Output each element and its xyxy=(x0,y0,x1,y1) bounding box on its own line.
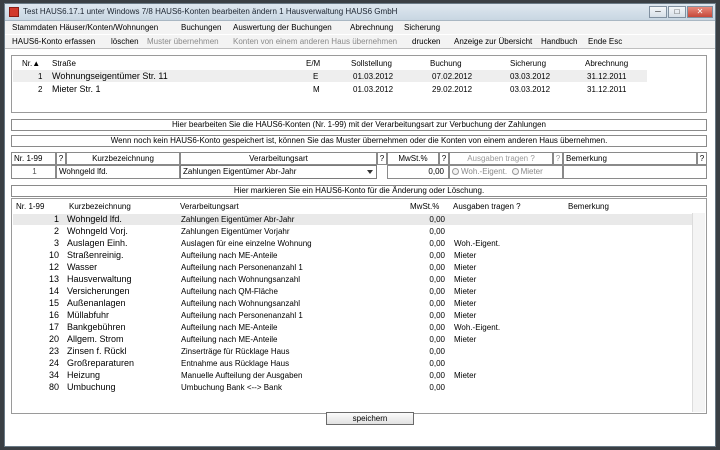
menu-konto-erfassen[interactable]: HAUS6-Konto erfassen xyxy=(12,37,96,46)
house-buchung: 29.02.2012 xyxy=(432,85,473,94)
info-banner-edit: Hier bearbeiten Sie die HAUS6-Konten (Nr. 1-99) mit der Verarbeitungsart zur Verbuchung der Zahlungen xyxy=(11,119,707,131)
house-nr: 2 xyxy=(38,85,43,94)
acc-col-kurz[interactable]: Kurzbezeichnung xyxy=(69,202,131,211)
account-kurz: Heizung xyxy=(67,370,101,380)
account-mwst: 0,00 xyxy=(429,227,445,236)
help-ausgaben: ? xyxy=(553,152,563,165)
house-sicherung: 03.03.2012 xyxy=(510,85,551,94)
account-mwst: 0,00 xyxy=(429,215,445,224)
account-nr: 13 xyxy=(48,274,59,284)
account-kurz: Versicherungen xyxy=(67,286,130,296)
table-row[interactable] xyxy=(13,346,693,357)
account-kurz: Außenanlagen xyxy=(67,298,126,308)
account-verarb: Zinserträge für Rücklage Haus xyxy=(181,347,290,356)
account-kurz: Wohngeld Vorj. xyxy=(67,226,128,236)
edit-header-nr: Nr. 1-99 xyxy=(11,152,56,165)
account-kurz: Hausverwaltung xyxy=(67,274,132,284)
mwst-field[interactable]: 0,00 xyxy=(387,165,449,179)
account-mwst: 0,00 xyxy=(429,239,445,248)
account-nr: 14 xyxy=(48,286,59,296)
window-title: Test HAUS6.17.1 unter Windows 7/8 HAUS6-Konten bearbeiten ändern 1 Hausverwaltung HAUS6 GmbH xyxy=(23,7,398,16)
help-nr[interactable]: ? xyxy=(56,152,66,165)
radio-mieter-label: Mieter xyxy=(520,167,543,176)
account-nr: 34 xyxy=(48,370,59,380)
houses-table xyxy=(11,55,707,113)
help-bemerkung[interactable]: ? xyxy=(697,152,707,165)
account-mwst: 0,00 xyxy=(429,263,445,272)
house-em: M xyxy=(313,85,320,94)
edit-header-mwst: MwSt.% xyxy=(387,152,439,165)
account-ausgaben: Mieter xyxy=(454,251,477,260)
account-verarb: Manuelle Aufteilung der Ausgaben xyxy=(181,371,303,380)
minimize-button[interactable]: ─ xyxy=(649,6,667,18)
table-row[interactable] xyxy=(13,286,693,297)
col-abrechnung[interactable]: Abrechnung xyxy=(585,59,629,68)
account-mwst: 0,00 xyxy=(429,371,445,380)
table-row[interactable] xyxy=(13,238,693,249)
house-soll: 01.03.2012 xyxy=(353,72,394,81)
account-ausgaben: Woh.-Eigent. xyxy=(454,239,501,248)
account-ausgaben: Mieter xyxy=(454,287,477,296)
account-mwst: 0,00 xyxy=(429,383,445,392)
acc-col-mwst[interactable]: MwSt.% xyxy=(410,202,440,211)
menu-muster-uebernehmen: Muster übernehmen xyxy=(147,37,219,46)
account-nr: 2 xyxy=(53,226,59,236)
edit-header-bemerkung: Bemerkung xyxy=(563,152,697,165)
acc-col-bemerkung[interactable]: Bemerkung xyxy=(568,202,609,211)
help-mwst[interactable]: ? xyxy=(439,152,449,165)
account-mwst: 0,00 xyxy=(429,323,445,332)
account-kurz: Allgem. Strom xyxy=(67,334,124,344)
account-mwst: 0,00 xyxy=(429,299,445,308)
account-verarb: Aufteilung nach QM-Fläche xyxy=(181,287,278,296)
table-row[interactable] xyxy=(13,214,693,225)
radio-woh-eigent-label: Woh.-Eigent. xyxy=(461,167,508,176)
bemerkung-field[interactable] xyxy=(563,165,707,179)
house-nr: 1 xyxy=(38,72,43,81)
acc-col-nr[interactable]: Nr. 1-99 xyxy=(16,202,45,211)
col-strasse[interactable]: Straße xyxy=(52,59,77,68)
account-nr: 1 xyxy=(53,214,59,224)
main-window xyxy=(4,3,716,447)
account-nr: 20 xyxy=(48,334,59,344)
house-abrechnung: 31.12.2011 xyxy=(587,72,627,81)
edit-row xyxy=(11,152,707,182)
house-sicherung: 03.03.2012 xyxy=(510,72,551,81)
account-kurz: Wohngeld lfd. xyxy=(67,214,122,224)
edit-header-kurz: Kurzbezeichnung xyxy=(66,152,180,165)
account-nr: 17 xyxy=(48,322,59,332)
verarbeitungsart-select[interactable] xyxy=(180,165,377,179)
account-ausgaben: Mieter xyxy=(454,263,477,272)
account-verarb: Aufteilung nach Wohnungsanzahl xyxy=(181,275,301,284)
account-mwst: 0,00 xyxy=(429,311,445,320)
acc-col-ausgaben[interactable]: Ausgaben tragen ? xyxy=(453,202,521,211)
account-kurz: Zinsen f. Rückl xyxy=(67,346,127,356)
table-row[interactable] xyxy=(13,262,693,273)
save-button[interactable]: speichern xyxy=(326,412,414,425)
help-verarb[interactable]: ? xyxy=(377,152,387,165)
verarbeitungsart-value: Zahlungen Eigentümer Abr-Jahr xyxy=(183,167,297,176)
table-row[interactable] xyxy=(13,298,693,309)
menu-konten-uebernehmen: Konten von einem anderen Haus übernehmen xyxy=(233,37,398,46)
menu-stammdaten[interactable]: Stammdaten Häuser/Konten/Wohnungen xyxy=(12,23,159,32)
radio-mieter-icon xyxy=(512,168,519,175)
col-sollstellung[interactable]: Sollstellung xyxy=(351,59,392,68)
account-verarb: Aufteilung nach Wohnungsanzahl xyxy=(181,299,301,308)
account-mwst: 0,00 xyxy=(429,335,445,344)
radio-woh-eigent-icon xyxy=(452,168,459,175)
house-buchung: 07.02.2012 xyxy=(432,72,473,81)
account-verarb: Auslagen für eine einzelne Wohnung xyxy=(181,239,312,248)
kurzbezeichnung-field[interactable]: Wohngeld lfd. xyxy=(56,165,180,179)
menu-ende[interactable]: Ende Esc xyxy=(588,37,623,46)
account-nr: 80 xyxy=(48,382,59,392)
account-ausgaben: Mieter xyxy=(454,371,477,380)
house-street: Mieter Str. 1 xyxy=(52,84,101,94)
col-buchung[interactable]: Buchung xyxy=(430,59,462,68)
table-row[interactable] xyxy=(13,226,693,237)
menu-auswertung[interactable]: Auswertung der Buchungen xyxy=(233,23,332,32)
table-row[interactable] xyxy=(13,358,693,369)
account-verarb: Aufteilung nach Personenanzahl 1 xyxy=(181,263,303,272)
account-kurz: Großreparaturen xyxy=(67,358,135,368)
menu-drucken[interactable]: drucken xyxy=(412,37,441,46)
account-mwst: 0,00 xyxy=(429,347,445,356)
account-kurz: Umbuchung xyxy=(67,382,116,392)
edit-header-ausgaben: Ausgaben tragen ? xyxy=(449,152,553,165)
account-verarb: Zahlungen Eigentümer Vorjahr xyxy=(181,227,290,236)
vertical-scrollbar[interactable] xyxy=(692,213,705,412)
account-mwst: 0,00 xyxy=(429,275,445,284)
account-nr: 24 xyxy=(48,358,59,368)
house-abrechnung: 31.12.2011 xyxy=(587,85,627,94)
table-row[interactable] xyxy=(13,83,647,95)
house-street: Wohnungseigentümer Str. 11 xyxy=(52,71,168,81)
account-verarb: Aufteilung nach ME-Anteile xyxy=(181,251,278,260)
table-row[interactable] xyxy=(13,382,693,393)
account-mwst: 0,00 xyxy=(429,251,445,260)
account-nr: 15 xyxy=(48,298,59,308)
menu-buchungen[interactable]: Buchungen xyxy=(181,23,222,32)
menu-handbuch[interactable]: Handbuch xyxy=(541,37,578,46)
account-verarb: Zahlungen Eigentümer Abr-Jahr xyxy=(181,215,295,224)
ausgaben-options xyxy=(449,165,563,179)
col-em[interactable]: E/M xyxy=(306,59,321,68)
account-nr: 12 xyxy=(48,262,59,272)
main-menu xyxy=(5,21,715,34)
menu-anzeige-uebersicht[interactable]: Anzeige zur Übersicht xyxy=(454,37,533,46)
account-mwst: 0,00 xyxy=(429,359,445,368)
acc-col-verarb[interactable]: Verarbeitungsart xyxy=(180,202,239,211)
info-banner-markieren: Hier markieren Sie ein HAUS6-Konto für die Änderung oder Löschung. xyxy=(11,185,707,197)
info-banner-muster: Wenn noch kein HAUS6-Konto gespeichert ist, können Sie das Muster übernehmen oder die Konten von einem anderen Haus übernehmen. xyxy=(11,135,707,147)
menu-sicherung[interactable]: Sicherung xyxy=(404,23,441,32)
menu-abrechnung[interactable]: Abrechnung xyxy=(350,23,394,32)
close-button[interactable]: ✕ xyxy=(687,6,713,18)
app-icon xyxy=(9,7,19,17)
account-ausgaben: Mieter xyxy=(454,311,477,320)
account-verarb: Aufteilung nach ME-Anteile xyxy=(181,335,278,344)
table-row[interactable] xyxy=(13,274,693,285)
account-kurz: Wasser xyxy=(67,262,98,272)
account-ausgaben: Mieter xyxy=(454,335,477,344)
account-kurz: Bankgebühren xyxy=(67,322,126,332)
title-bar xyxy=(5,4,715,21)
account-verarb: Entnahme aus Rücklage Haus xyxy=(181,359,290,368)
account-ausgaben: Woh.-Eigent. xyxy=(454,323,501,332)
account-nr: 3 xyxy=(53,238,59,248)
toolbar-menu xyxy=(5,35,715,49)
account-verarb: Aufteilung nach ME-Anteile xyxy=(181,323,278,332)
account-ausgaben: Mieter xyxy=(454,275,477,284)
house-soll: 01.03.2012 xyxy=(353,85,394,94)
edit-header-verarb: Verarbeitungsart xyxy=(180,152,377,165)
account-mwst: 0,00 xyxy=(429,287,445,296)
account-kurz: Auslagen Einh. xyxy=(67,238,128,248)
table-row[interactable] xyxy=(13,250,693,261)
nr-field[interactable]: 1 xyxy=(11,165,56,179)
menu-loeschen[interactable]: löschen xyxy=(111,37,139,46)
account-kurz: Müllabfuhr xyxy=(67,310,110,320)
col-sicherung[interactable]: Sicherung xyxy=(510,59,547,68)
account-nr: 23 xyxy=(48,346,59,356)
account-nr: 10 xyxy=(48,250,59,260)
account-ausgaben: Mieter xyxy=(454,299,477,308)
chevron-down-icon xyxy=(367,170,373,174)
account-kurz: Straßenreinig. xyxy=(67,250,124,260)
table-row[interactable] xyxy=(13,310,693,321)
house-em: E xyxy=(313,72,319,81)
col-nr[interactable]: Nr.▲ xyxy=(22,59,41,68)
accounts-table xyxy=(11,198,707,414)
maximize-button[interactable]: □ xyxy=(668,6,686,18)
table-row[interactable] xyxy=(13,334,693,345)
table-row[interactable] xyxy=(13,370,693,381)
table-row[interactable] xyxy=(13,322,693,333)
account-verarb: Aufteilung nach Personenanzahl 1 xyxy=(181,311,303,320)
account-verarb: Umbuchung Bank <--> Bank xyxy=(181,383,282,392)
account-nr: 16 xyxy=(48,310,59,320)
